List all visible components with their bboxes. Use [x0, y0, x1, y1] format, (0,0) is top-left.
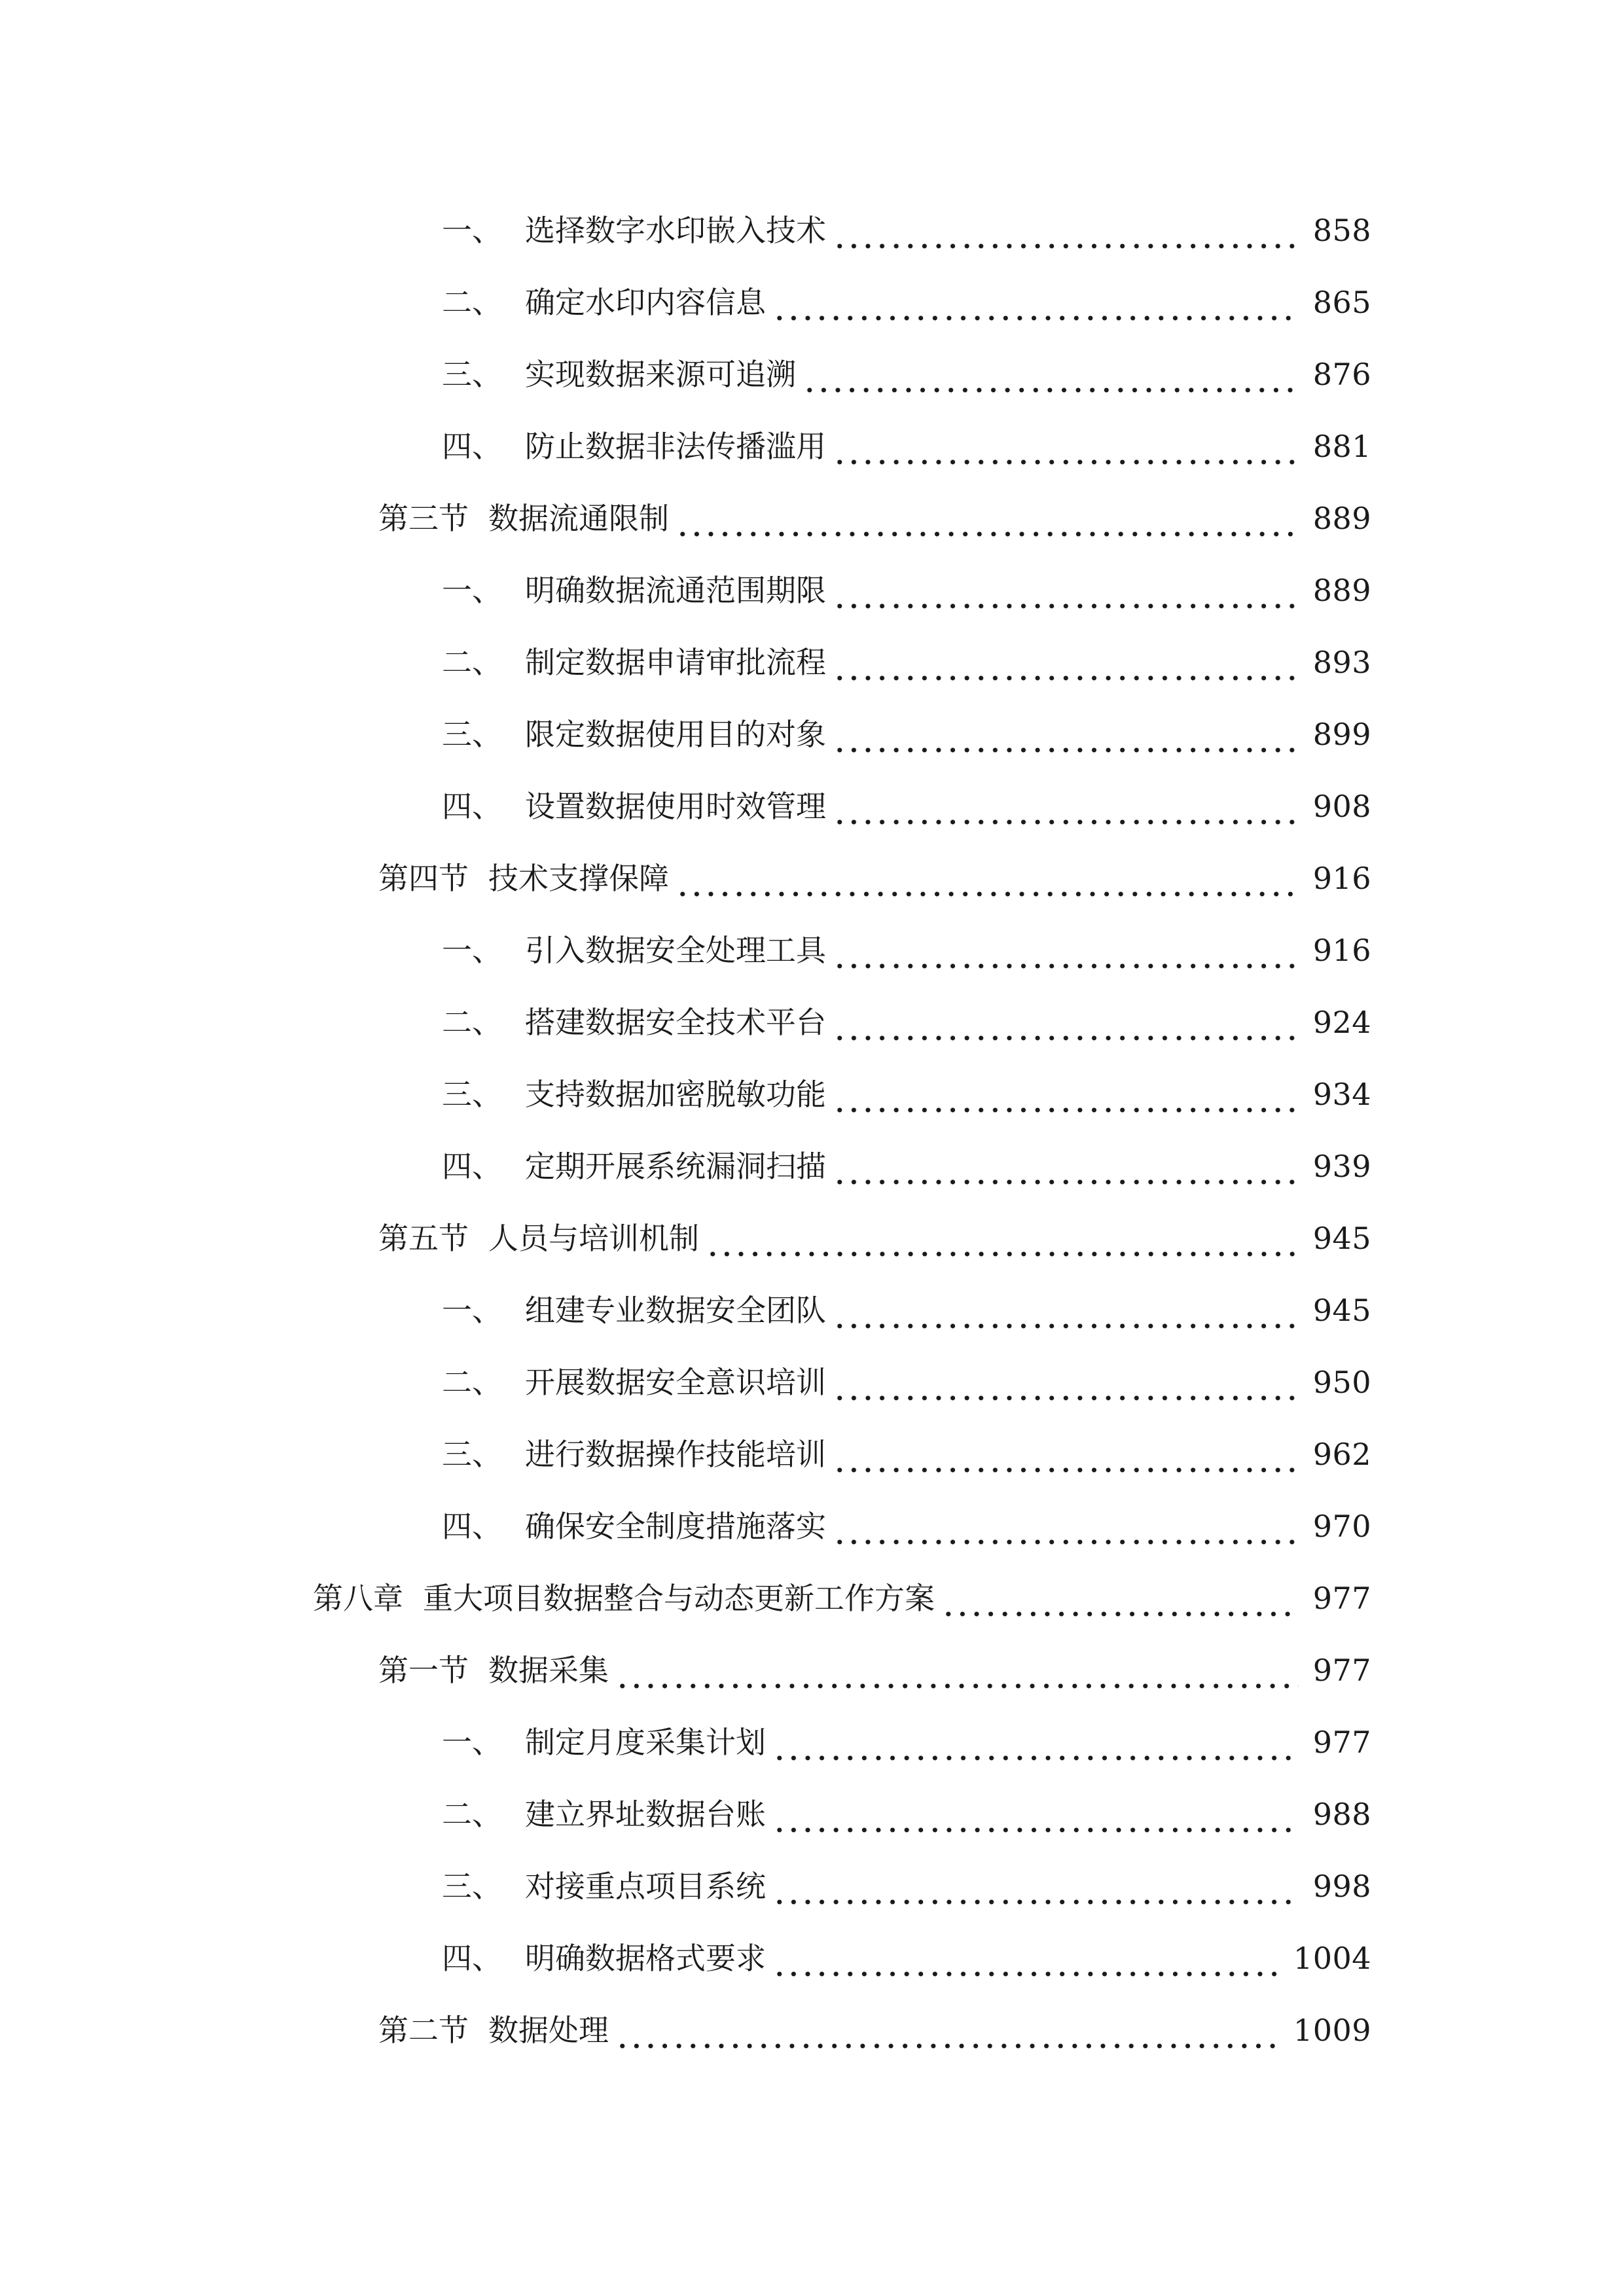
- toc-title: 引入数据安全处理工具: [525, 933, 826, 968]
- toc-label: [442, 1860, 766, 1912]
- toc-section-entry[interactable]: [378, 1212, 1371, 1265]
- toc-number: 三、: [442, 1437, 502, 1472]
- dot-leader: [833, 1140, 1299, 1193]
- toc-section-entry[interactable]: [378, 492, 1371, 545]
- page-number: 945: [1312, 1221, 1371, 1256]
- toc-number: 第八章: [313, 1581, 403, 1616]
- dot-leader: [676, 492, 1299, 545]
- toc-title: 制定月度采集计划: [525, 1725, 766, 1760]
- toc-number: 四、: [442, 1509, 502, 1544]
- dot-leader: [803, 348, 1299, 401]
- page-number: 970: [1312, 1509, 1371, 1544]
- dot-leader: [772, 276, 1299, 329]
- toc-entry[interactable]: [442, 708, 1371, 761]
- toc-label: [442, 1356, 826, 1408]
- toc-section-entry[interactable]: [378, 1644, 1371, 1696]
- dot-leader: [833, 1500, 1299, 1552]
- dot-leader: [833, 780, 1299, 833]
- toc-title: 数据处理: [488, 2013, 609, 2048]
- page-number: 889: [1312, 573, 1371, 608]
- toc-label: [442, 1716, 766, 1768]
- toc-title: 实现数据来源可追溯: [525, 357, 796, 392]
- page-number: 977: [1312, 1725, 1371, 1760]
- toc-number: 四、: [442, 789, 502, 824]
- toc-label: [378, 852, 669, 905]
- toc-entry[interactable]: [442, 1860, 1371, 1912]
- toc-title: 定期开展系统漏洞扫描: [525, 1149, 826, 1184]
- toc-entry[interactable]: [442, 276, 1371, 329]
- page-number: 858: [1312, 213, 1371, 248]
- toc-label: [442, 1068, 826, 1121]
- toc-entry[interactable]: [442, 996, 1371, 1049]
- toc-title: 数据流通限制: [488, 501, 669, 536]
- toc-number: 三、: [442, 1077, 502, 1112]
- dot-leader: [615, 2004, 1279, 2056]
- toc-section-entry[interactable]: [378, 2004, 1371, 2056]
- dot-leader: [615, 1644, 1299, 1696]
- toc-number: 一、: [442, 1725, 502, 1760]
- page-number: 998: [1312, 1869, 1371, 1904]
- toc-label: [442, 564, 826, 617]
- toc-title: 重大项目数据整合与动态更新工作方案: [423, 1581, 935, 1616]
- toc-label: [378, 1212, 699, 1265]
- dot-leader: [833, 1284, 1299, 1336]
- dot-leader: [706, 1212, 1299, 1265]
- toc-entry[interactable]: [442, 1068, 1371, 1121]
- toc-entry[interactable]: [442, 780, 1371, 833]
- toc-label: [378, 2004, 609, 2056]
- toc-entry[interactable]: [442, 1284, 1371, 1336]
- page-number: 945: [1312, 1293, 1371, 1328]
- toc-label: [442, 924, 826, 977]
- page-number: 924: [1312, 1005, 1371, 1040]
- toc-label: [378, 492, 669, 545]
- toc-entry[interactable]: [442, 1500, 1371, 1552]
- dot-leader: [676, 852, 1299, 905]
- toc-entry[interactable]: [442, 1716, 1371, 1768]
- toc-label: [442, 1932, 766, 1984]
- dot-leader: [833, 636, 1299, 689]
- toc-title: 选择数字水印嵌入技术: [525, 213, 826, 248]
- page-number: 977: [1312, 1581, 1371, 1616]
- toc-title: 人员与培训机制: [488, 1221, 699, 1256]
- toc-label: [442, 708, 826, 761]
- page-number: 988: [1312, 1797, 1371, 1832]
- page-number: 881: [1312, 429, 1371, 464]
- toc-label: [313, 1572, 935, 1624]
- toc-number: 三、: [442, 1869, 502, 1904]
- toc-label: [442, 996, 826, 1049]
- toc-label: [442, 1788, 766, 1840]
- page-number: 950: [1312, 1365, 1371, 1400]
- toc-number: 第二节: [378, 2013, 469, 2048]
- toc-label: [442, 1284, 826, 1336]
- dot-leader: [772, 1788, 1299, 1840]
- toc-number: 第一节: [378, 1653, 469, 1688]
- toc-title: 确定水印内容信息: [525, 285, 766, 320]
- dot-leader: [772, 1860, 1299, 1912]
- toc-title: 确保安全制度措施落实: [525, 1509, 826, 1544]
- toc-title: 技术支撑保障: [488, 861, 669, 896]
- dot-leader: [833, 204, 1299, 257]
- toc-number: 一、: [442, 573, 502, 608]
- toc-label: [442, 1500, 826, 1552]
- toc-entry[interactable]: [442, 1140, 1371, 1193]
- dot-leader: [833, 924, 1299, 977]
- toc-number: 二、: [442, 645, 502, 680]
- toc-title: 制定数据申请审批流程: [525, 645, 826, 680]
- toc-number: 二、: [442, 1797, 502, 1832]
- toc-title: 设置数据使用时效管理: [525, 789, 826, 824]
- toc-number: 第三节: [378, 501, 469, 536]
- toc-number: 一、: [442, 933, 502, 968]
- page-number: 916: [1312, 861, 1371, 896]
- page-number: 893: [1312, 645, 1371, 680]
- page-number: 916: [1312, 933, 1371, 968]
- toc-number: 二、: [442, 1005, 502, 1040]
- dot-leader: [772, 1932, 1279, 1984]
- toc-number: 二、: [442, 285, 502, 320]
- toc-title: 建立界址数据台账: [525, 1797, 766, 1832]
- toc-number: 四、: [442, 1149, 502, 1184]
- toc-number: 一、: [442, 213, 502, 248]
- toc-title: 组建专业数据安全团队: [525, 1293, 826, 1328]
- toc-title: 防止数据非法传播滥用: [525, 429, 826, 464]
- toc-number: 二、: [442, 1365, 502, 1400]
- toc-entry[interactable]: [442, 420, 1371, 473]
- toc-label: [442, 420, 826, 473]
- toc-entry[interactable]: [442, 564, 1371, 617]
- toc-title: 对接重点项目系统: [525, 1869, 766, 1904]
- toc-entry[interactable]: [442, 1788, 1371, 1840]
- dot-leader: [833, 1428, 1299, 1480]
- page-number: 1009: [1293, 2013, 1371, 2048]
- dot-leader: [833, 996, 1299, 1049]
- toc-number: 第四节: [378, 861, 469, 896]
- dot-leader: [772, 1716, 1299, 1768]
- toc-label: [442, 780, 826, 833]
- toc-number: 四、: [442, 1941, 502, 1976]
- toc-number: 三、: [442, 717, 502, 752]
- page-number: 865: [1312, 285, 1371, 320]
- toc-number: 第五节: [378, 1221, 469, 1256]
- toc-entry[interactable]: [442, 204, 1371, 257]
- toc-title: 支持数据加密脱敏功能: [525, 1077, 826, 1112]
- toc-title: 搭建数据安全技术平台: [525, 1005, 826, 1040]
- toc-entry[interactable]: [442, 1428, 1371, 1480]
- page-number: 934: [1312, 1077, 1371, 1112]
- dot-leader: [941, 1572, 1299, 1624]
- toc-label: [378, 1644, 609, 1696]
- page-number: 962: [1312, 1437, 1371, 1472]
- toc-title: 明确数据格式要求: [525, 1941, 766, 1976]
- toc-title: 进行数据操作技能培训: [525, 1437, 826, 1472]
- toc-chapter-entry[interactable]: [313, 1572, 1371, 1624]
- page-number: 1004: [1293, 1941, 1371, 1976]
- toc-section-entry[interactable]: [378, 852, 1371, 905]
- page-number: 977: [1312, 1653, 1371, 1688]
- dot-leader: [833, 708, 1299, 761]
- toc-title: 数据采集: [488, 1653, 609, 1688]
- toc-entry[interactable]: [442, 348, 1371, 401]
- toc-entry[interactable]: [442, 1356, 1371, 1408]
- toc-title: 明确数据流通范围期限: [525, 573, 826, 608]
- toc-number: 三、: [442, 357, 502, 392]
- toc-entry[interactable]: [442, 1932, 1371, 1984]
- page-number: 899: [1312, 717, 1371, 752]
- page-number: 908: [1312, 789, 1371, 824]
- toc-label: [442, 204, 826, 257]
- toc-entry[interactable]: [442, 636, 1371, 689]
- dot-leader: [833, 1068, 1299, 1121]
- page-number: 876: [1312, 357, 1371, 392]
- dot-leader: [833, 420, 1299, 473]
- toc-entry[interactable]: [442, 924, 1371, 977]
- toc-label: [442, 636, 826, 689]
- toc-number: 四、: [442, 429, 502, 464]
- page-number: 889: [1312, 501, 1371, 536]
- dot-leader: [833, 564, 1299, 617]
- dot-leader: [833, 1356, 1299, 1408]
- toc-title: 限定数据使用目的对象: [525, 717, 826, 752]
- toc-label: [442, 276, 766, 329]
- toc-title: 开展数据安全意识培训: [525, 1365, 826, 1400]
- toc-number: 一、: [442, 1293, 502, 1328]
- page-number: 939: [1312, 1149, 1371, 1184]
- toc-label: [442, 1140, 826, 1193]
- toc-label: [442, 348, 796, 401]
- toc-label: [442, 1428, 826, 1480]
